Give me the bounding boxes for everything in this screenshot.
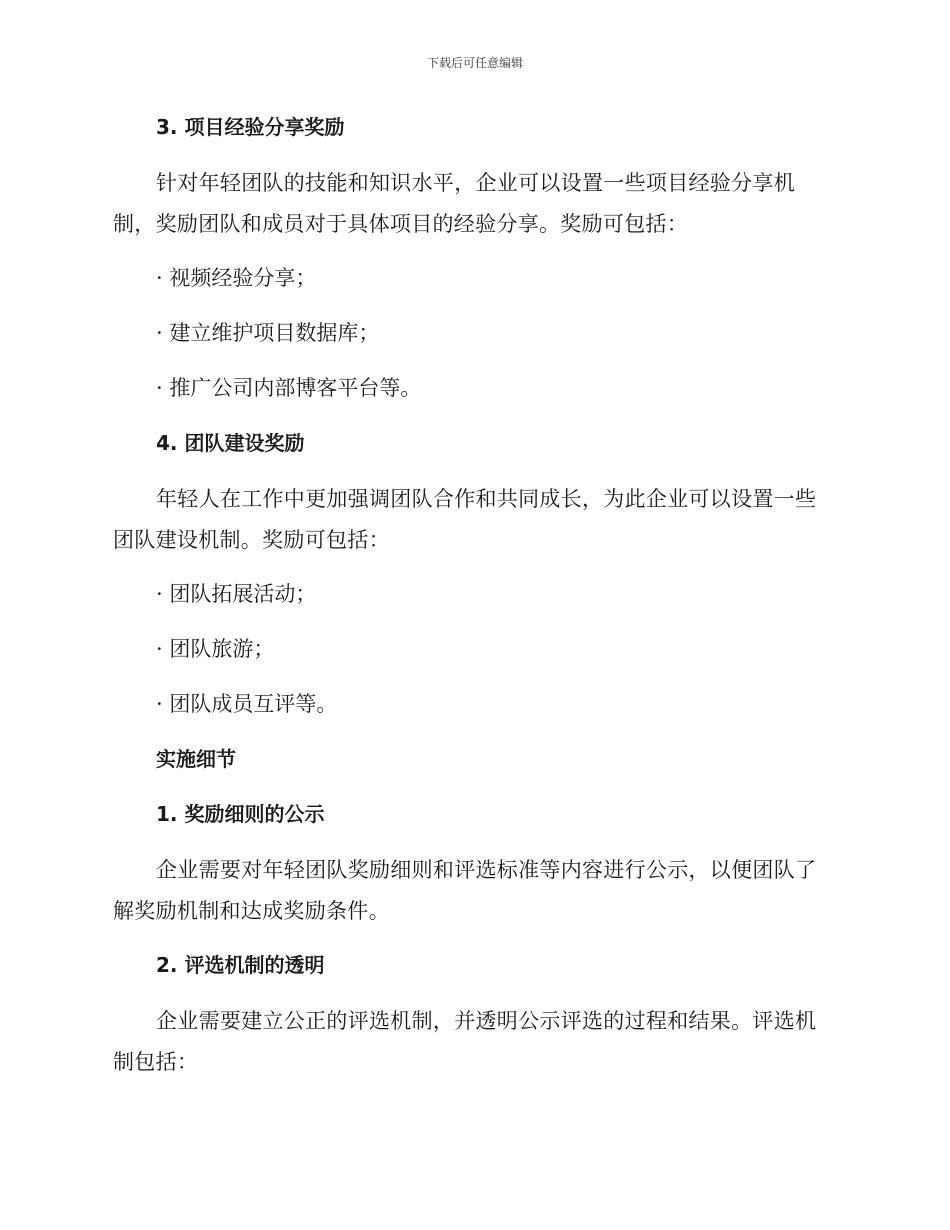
bullet-item: · 团队旅游；	[156, 637, 275, 661]
bullet-item: · 视频经验分享；	[156, 266, 317, 290]
bullet-item: · 推广公司内部博客平台等。	[156, 376, 422, 400]
bullet-item: · 建立维护项目数据库；	[156, 321, 380, 345]
section-heading-4: 4. 团队建设奖励	[156, 431, 305, 455]
implementation-heading-1: 1. 奖励细则的公示	[156, 802, 325, 826]
implementation-paragraph-2: 企业需要建立公正的评选机制，并透明公示评选的过程和结果。评选机制包括：	[113, 1009, 817, 1074]
page-header: 下载后可任意编辑	[426, 56, 523, 70]
paragraph-3: 针对年轻团队的技能和知识水平，企业可以设置一些项目经验分享机制，奖励团队和成员对于具体项目的经验分享。奖励可包括：	[113, 171, 795, 236]
bullet-item: · 团队成员互评等。	[156, 692, 338, 716]
document-body	[113, 108, 829, 1083]
section-heading-3: 3. 项目经验分享奖励	[156, 115, 345, 139]
bullet-item: · 团队拓展活动；	[156, 582, 317, 606]
implementation-paragraph-1: 企业需要对年轻团队奖励细则和评选标准等内容进行公示，以便团队了解奖励机制和达成奖励条件。	[113, 858, 817, 923]
paragraph-4: 年轻人在工作中更加强调团队合作和共同成长，为此企业可以设置一些团队建设机制。奖励可包括：	[113, 487, 817, 552]
implementation-heading-2: 2. 评选机制的透明	[156, 953, 325, 977]
implementation-heading: 实施细节	[156, 747, 236, 771]
